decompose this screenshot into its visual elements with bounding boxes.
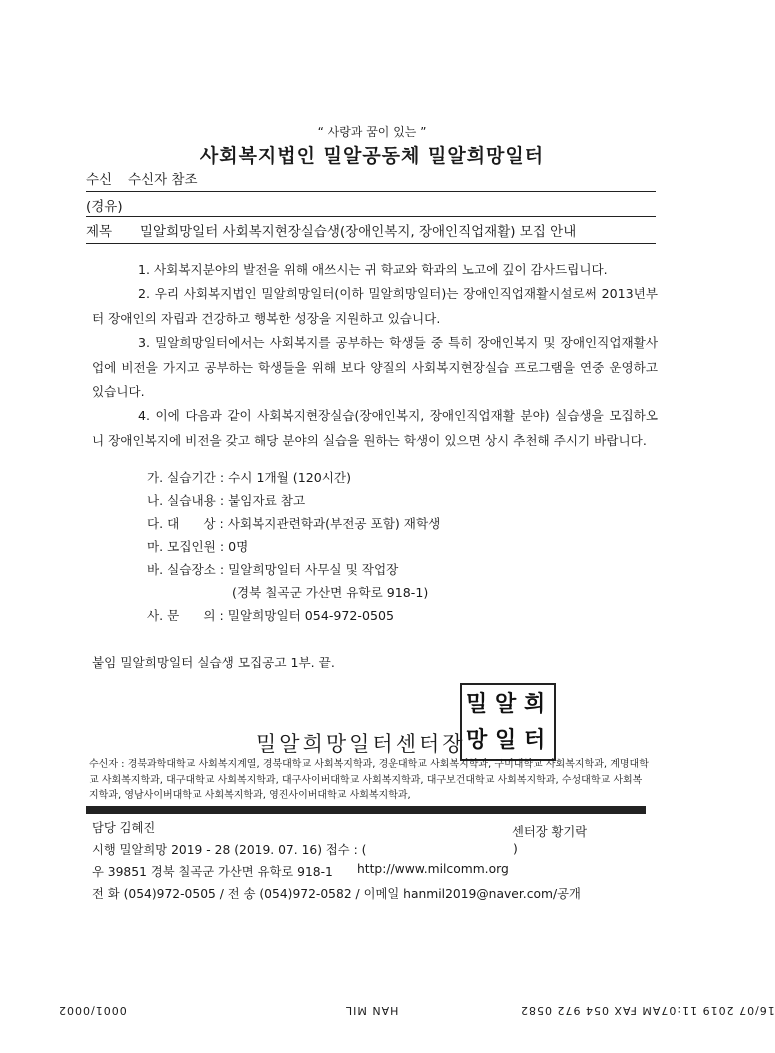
divider [86, 806, 646, 814]
staff-in-charge: 담당 김혜진 [92, 821, 156, 835]
divider [86, 216, 656, 217]
detail-row: 사. 문 의 : 밀알희망일터 054-972-0505 [147, 608, 395, 623]
document-number: 시행 밀알희망 2019 - 28 (2019. 07. 16) 접수 : ( [92, 843, 367, 857]
fax-sender: HAN MIL [345, 1004, 399, 1017]
fax-datetime: 16/07 2019 11:07AM FAX 054 972 0582 [520, 1004, 775, 1017]
recipient-list: 수신자 : 경북과학대학교 사회복지계열, 경북대학교 사회복지학과, 경운대학교 사회복지학과, 구미대학교 사회복지학과, 계명대학교 사회복지학과, 대구대학교 사회복지학과, 대구사이버대학교 사회복지학과, 대구보건대학교 사회복지학과, 수성대학교 사회복지학과, 영남사이버대학교 사회복지학과, 영진사이버대학교 사회복지학과, [89, 759, 649, 801]
center-director-title: 밀알희망일터센터장 [256, 732, 466, 756]
detail-row: 나. 실습내용 : 붙임자료 참고 [147, 493, 306, 508]
divider [86, 191, 656, 192]
attachment-line: 붙임 밀알희망일터 실습생 모집공고 1부. 끝. [92, 655, 335, 670]
detail-row: 가. 실습기간 : 수시 1개월 (120시간) [147, 470, 351, 485]
contact-info: 전 화 (054)972-0505 / 전 송 (054)972-0582 / 이메일 hanmil2019@naver.com/공개 [92, 887, 581, 901]
detail-row: 다. 대 상 : 사회복지관련학과(부전공 포함) 재학생 [147, 516, 441, 531]
paragraph-3: 3. 밀알희망일터에서는 사회복지를 공부하는 학생들 중 특히 장애인복지 및 장애인직업재활사업에 비전을 가지고 공부하는 학생들을 위해 보다 양질의 사회복지현장실습 프로그램을 연중 운영하고 있습니다. [92, 335, 658, 399]
paragraph-2: 2. 우리 사회복지법인 밀알희망일터(이하 밀알희망일터)는 장애인직업재활시설로써 2013년부터 장애인의 자립과 건강하고 행복한 성장을 지원하고 있습니다. [92, 286, 658, 326]
subject-value: 밀알희망일터 사회복지현장실습생(장애인복지, 장애인직업재활) 모집 안내 [140, 224, 577, 240]
paragraph-1: 1. 사회복지분야의 발전을 위해 애쓰시는 귀 학교와 학과의 노고에 깊이 감사드립니다. [138, 262, 608, 277]
divider [86, 243, 656, 244]
paragraph-4: 4. 이에 다음과 같이 사회복지현장실습(장애인복지, 장애인직업재활 분야) 실습생을 모집하오니 장애인복지에 비전을 갖고 해당 분야의 실습을 원하는 학생이 있으면 상시 추천해 주시기 바랍니다. [92, 408, 658, 448]
recipient-label: 수신 [86, 172, 113, 188]
document-number-close: ) [513, 842, 518, 856]
slogan: “ 사랑과 꿈이 있는 ” [317, 125, 427, 139]
recipient-value: 수신자 참조 [128, 172, 198, 188]
subject-label: 제목 [86, 224, 113, 240]
official-seal: 밀 알 희 망 일 터 [460, 683, 556, 761]
via-label: (경유) [86, 199, 123, 215]
detail-row: 마. 모집인원 : 0명 [147, 539, 249, 554]
detail-row: (경북 칠곡군 가산면 유학로 918-1) [232, 585, 429, 600]
org-title: 사회복지법인 밀알공동체 밀알희망일터 [199, 145, 545, 167]
detail-row: 바. 실습장소 : 밀알희망일터 사무실 및 작업장 [147, 562, 399, 577]
fax-page-count: 0001/0002 [58, 1004, 127, 1017]
director-name: 센터장 황기락 [512, 825, 588, 839]
website-link[interactable]: http://www.milcomm.org [357, 862, 509, 876]
postal-address: 우 39851 경북 칠곡군 가산면 유학로 918-1 [92, 865, 333, 879]
